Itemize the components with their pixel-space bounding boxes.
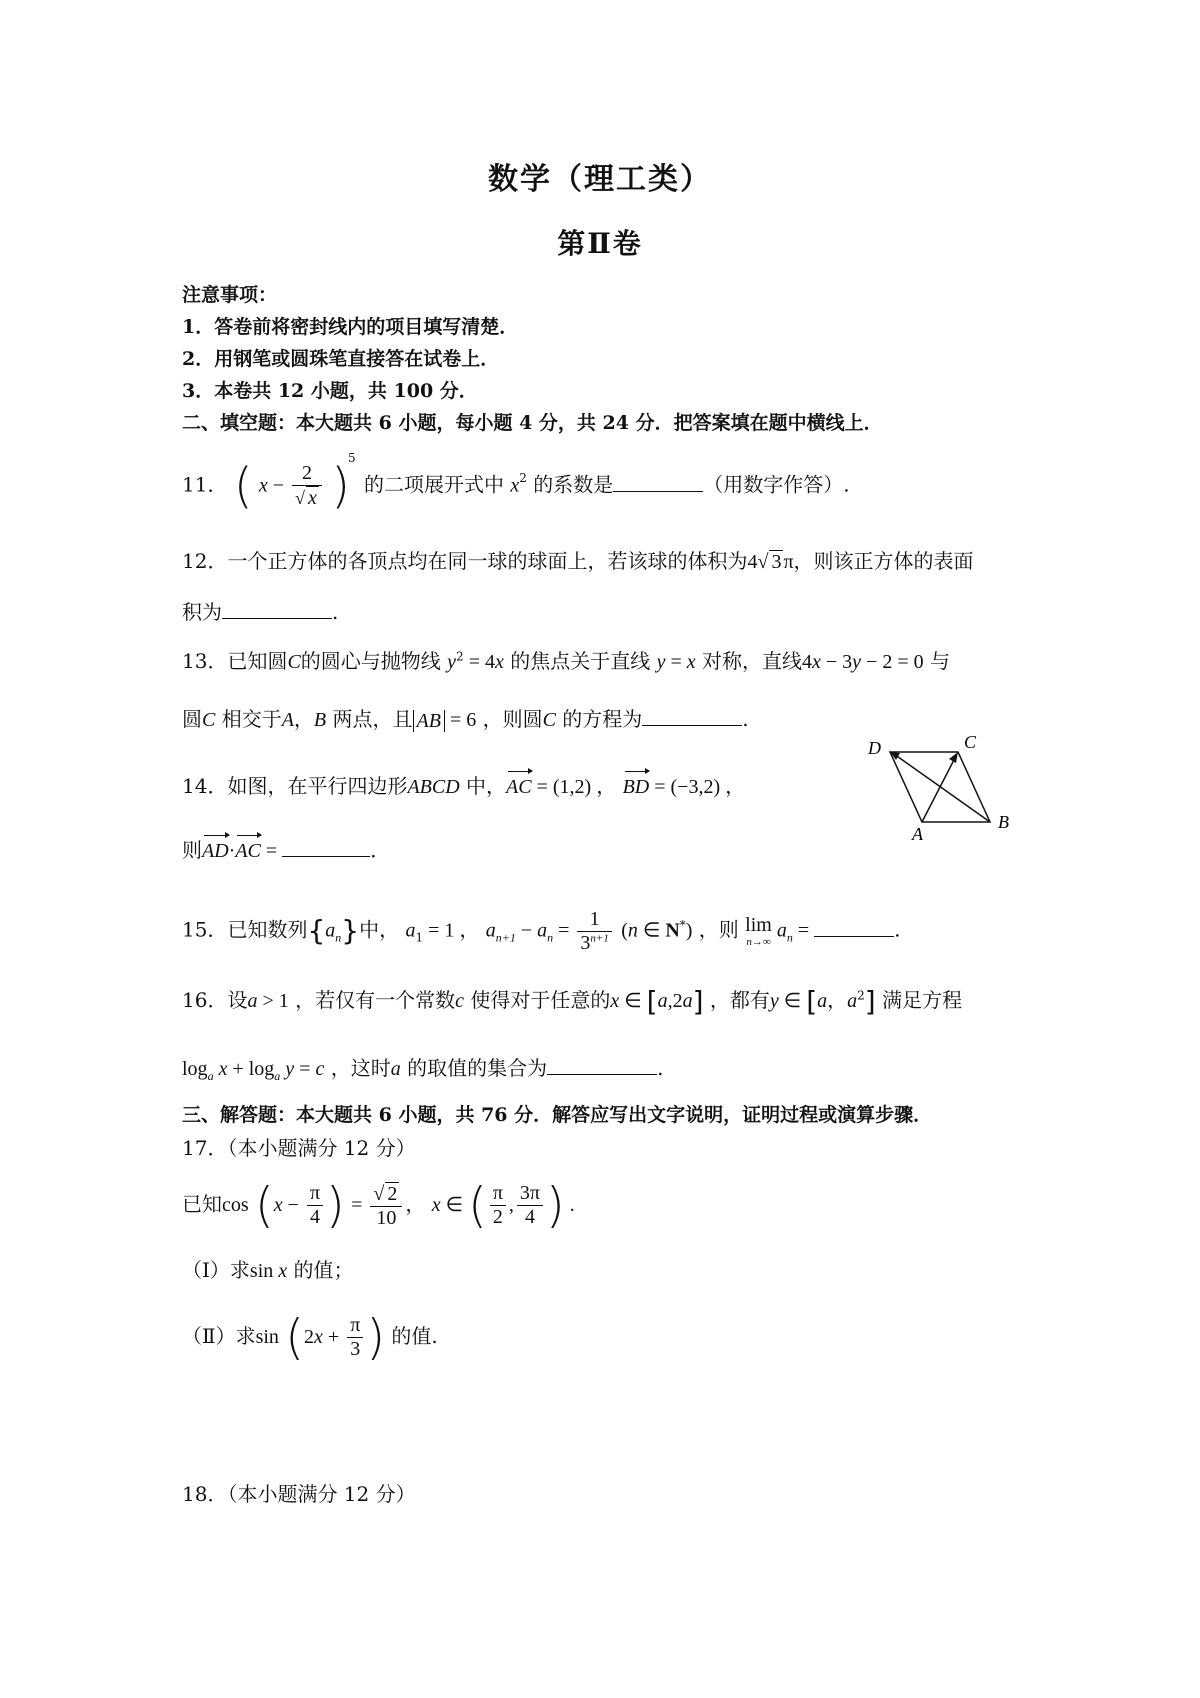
- q17-part1-end: 的值；: [293, 1258, 354, 1282]
- question-15: 15．已知数列$\{a_n\}$中， $a_1 = 1$ ， $a_{n+1} - a_n$ = $\frac{1}{3^{n+1}}$ (n ∈ N*) ，则 lim n→∞ $a_n$ = .: [182, 907, 901, 954]
- q14-text-4: ．: [370, 838, 391, 862]
- vector-ac: [922, 756, 956, 822]
- question-17: 已知cos (x − $\frac{\pi}{4}$ ) = $\frac{√ 2}{10}$ ， x ∈ ( $\frac{\pi}{2}$ , $\frac{3\pi}{4}$ ) .: [182, 1177, 575, 1234]
- q16-text-5: 满足方程: [882, 988, 963, 1012]
- note-item-1: 1．答卷前将密封线内的项目填写清楚．: [182, 316, 519, 338]
- question-13: 13．已知圆C的圆心与抛物线 $y^2 = 4x$ 的焦点关于直线 y = x 对称，直线4x − 3y − 2 = 0 与: [182, 649, 950, 673]
- q13-text-1: 已知圆: [227, 649, 288, 673]
- q17-part2-label: （Ⅱ）求: [182, 1324, 256, 1348]
- q11-text-2: 的系数是: [533, 472, 614, 497]
- parallelogram-figure: [860, 732, 1020, 842]
- q13-text-7: 相交于: [221, 707, 282, 731]
- question-13-cont: 圆C 相交于A，B 两点，且 AB = 6 ，则圆C 的方程为 .: [182, 707, 749, 732]
- q18-title: 18．（本小题满分 12 分）: [182, 1482, 416, 1506]
- q16-answer-blank[interactable]: [547, 1056, 657, 1075]
- q14-number: 14．: [182, 774, 228, 798]
- q17-part-2: （Ⅱ）求sin (2x + $\frac{\pi}{3}$ ) 的值.: [182, 1309, 438, 1366]
- q13-text-11: .: [742, 707, 749, 731]
- q12-number: 12．: [182, 549, 228, 573]
- q16-text-1: 设: [227, 988, 248, 1012]
- q13-answer-blank[interactable]: [642, 707, 742, 726]
- q14-text-3: 则: [182, 838, 202, 862]
- q16-text-6: ，这时: [330, 1056, 391, 1080]
- q12-answer-blank[interactable]: [222, 600, 332, 619]
- q16-text-4: ，都有: [709, 988, 770, 1012]
- question-11: 11． ( x − $\frac{2}{√ x}$ )$^5$ 的二项展开式中 $x^2$ 的系数是 （用数字作答）.: [182, 451, 850, 515]
- q16-text-2: ，若仅有一个常数: [295, 988, 456, 1012]
- q13-text-5: 与: [929, 649, 950, 673]
- q16-text-8: .: [657, 1056, 664, 1080]
- q13-text-2: 的圆心与抛物线: [300, 649, 441, 673]
- question-14-cont: 则AD·AC = ．: [182, 838, 391, 862]
- q15-text-1: 已知数列: [227, 917, 308, 942]
- q11-answer-blank[interactable]: [613, 473, 703, 492]
- q12-text-1: 一个正方体的各顶点均在同一球的球面上，若该球的体积为: [227, 549, 748, 573]
- q15-text-3: ，则: [698, 917, 739, 942]
- q15-number: 15．: [182, 917, 228, 942]
- label-a: A: [912, 824, 923, 842]
- question-16: 16．设a > 1 ，若仅有一个常数c 使得对于任意的x ∈ [a,2a] ，都有y ∈ [a，$a^2$] 满足方程: [182, 985, 963, 1018]
- q17-part2-end: 的值.: [391, 1324, 438, 1348]
- q11-number: 11．: [182, 472, 228, 497]
- label-b: B: [998, 812, 1009, 832]
- q15-text-2: 中，: [359, 917, 400, 942]
- q14-answer-blank[interactable]: [282, 838, 370, 857]
- label-d: D: [868, 738, 881, 758]
- q12-text-3: 积为: [182, 600, 222, 624]
- vector-ac-arrowhead: [949, 752, 958, 763]
- q16-text-7: 的取值的集合为: [407, 1056, 548, 1080]
- q13-text-3: 的焦点关于直线: [510, 649, 651, 673]
- page-title: 数学（理工类）: [488, 162, 712, 197]
- q12-text-2: ，则该正方体的表面: [793, 549, 974, 573]
- q17-part-1: （Ⅰ）求sin x 的值；: [182, 1258, 354, 1282]
- notes-heading: 注意事项：: [182, 284, 278, 306]
- q15-answer-blank[interactable]: [814, 918, 894, 937]
- q13-text-6: 圆: [182, 707, 202, 731]
- q13-number: 13．: [182, 649, 228, 673]
- q16-text-3: 使得对于任意的: [470, 988, 611, 1012]
- question-16-cont: $\log_a x + \log_a y = c$ ，这时a 的取值的集合为 .: [182, 1056, 664, 1083]
- q11-text-3: （用数字作答）.: [703, 472, 850, 497]
- q14-text-2: 中，: [466, 774, 507, 798]
- question-14: 14．如图，在平行四边形ABCD 中，AC = (1,2) ， BD = (−3,2) ，: [182, 774, 746, 798]
- q11-text-1: 的二项展开式中: [363, 472, 504, 497]
- q17-text-1: 已知: [182, 1192, 222, 1216]
- section2-heading: 二、填空题：本大题共 6 小题，每小题 4 分，共 24 分．把答案填在题中横线上．: [182, 412, 883, 434]
- q17-title: 17．（本小题满分 12 分）: [182, 1136, 416, 1160]
- vector-bd: [894, 754, 990, 822]
- q13-text-9: ，则圆: [482, 707, 543, 731]
- page-subtitle: 第Ⅱ卷: [557, 227, 643, 260]
- question-12-cont: [182, 596, 338, 625]
- section3-heading: 三、解答题：本大题共 6 小题，共 76 分．解答应写出文字说明，证明过程或演算步骤．: [182, 1104, 933, 1126]
- q15-text-4: .: [894, 917, 901, 942]
- note-item-2: 2．用钢笔或圆珠笔直接答在试卷上．: [182, 348, 500, 370]
- label-c: C: [964, 732, 977, 752]
- note-item-3: 3．本卷共 12 小题，共 100 分．: [182, 380, 478, 402]
- question-12: 12．一个正方体的各顶点均在同一球的球面上，若该球的体积为4√ 3 π，则该正方体的表面: [182, 549, 974, 573]
- q12-text-4: .: [332, 600, 339, 624]
- q13-text-8: 两点，且: [332, 707, 413, 731]
- q14-text-1: 如图，在平行四边形: [227, 774, 408, 798]
- q17-part1-label: （Ⅰ）求: [182, 1258, 250, 1282]
- q13-text-4: 对称，直线: [702, 649, 802, 673]
- q13-text-10: 的方程为: [562, 707, 643, 731]
- q16-number: 16．: [182, 988, 228, 1012]
